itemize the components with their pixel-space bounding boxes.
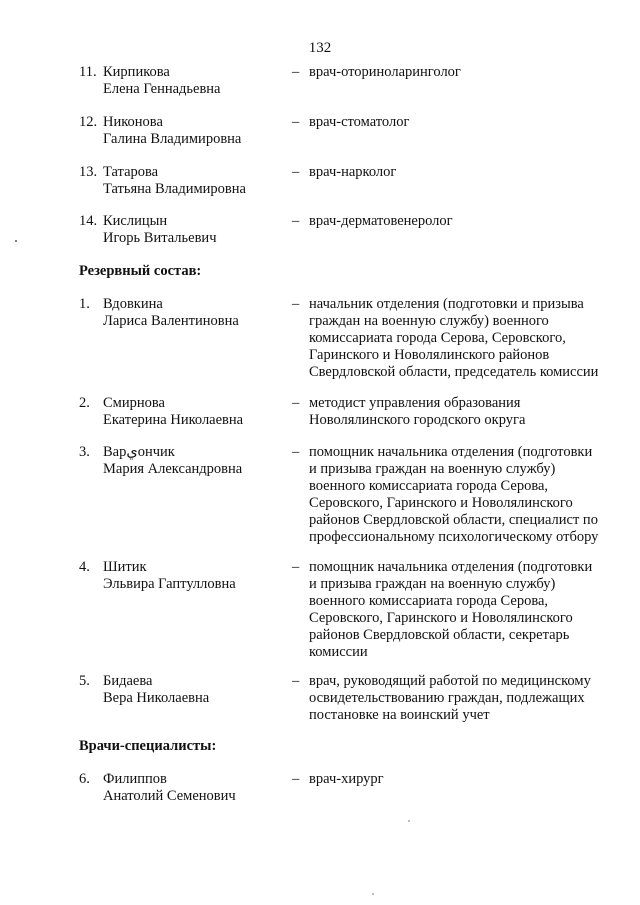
role-line: врач-хирург <box>309 771 384 787</box>
entry-number: 14. <box>79 213 98 229</box>
role-line: освидетельствованию граждан, подлежащих <box>309 690 585 706</box>
page-number: 132 <box>308 40 332 56</box>
role-line: районов Свердловской области, секретарь <box>309 627 570 643</box>
dash: – <box>292 395 300 411</box>
person-name <box>103 559 283 593</box>
person-name <box>103 395 283 429</box>
given-names: Игорь Витальевич <box>103 230 217 246</box>
entry-number: 1. <box>79 296 90 312</box>
reserve-heading: Резервный состав: <box>79 263 202 279</box>
entry-number: 11. <box>79 64 97 80</box>
person-name <box>103 213 283 247</box>
person-name <box>103 114 283 148</box>
surname: Бидаева <box>103 673 153 689</box>
dash: – <box>292 296 300 312</box>
scan-speck <box>372 893 374 895</box>
dash: – <box>292 64 300 80</box>
entry-number: 12. <box>79 114 98 130</box>
given-names: Екатерина Николаевна <box>103 412 244 428</box>
given-names: Анатолий Семенович <box>103 788 236 804</box>
person-name <box>103 673 283 707</box>
dash: – <box>292 213 300 229</box>
role-line: Гаринского и Новолялинского районов <box>309 347 550 363</box>
entry-number: 4. <box>79 559 90 575</box>
given-names: Вера Николаевна <box>103 690 210 706</box>
role-line: методист управления образования <box>309 395 521 411</box>
role <box>309 395 629 429</box>
surname: Татарова <box>103 164 159 180</box>
scan-speck <box>15 240 17 242</box>
role <box>309 296 629 381</box>
role-line: Новолялинского городского округа <box>309 412 526 428</box>
surname: Варيончик <box>103 444 175 460</box>
role-line: комиссии <box>309 644 368 660</box>
role-line: Серовского, Гаринского и Новолялинского <box>309 610 573 626</box>
role <box>309 673 629 724</box>
role-line: начальник отделения (подготовки и призыва <box>309 296 584 312</box>
surname: Кирпикова <box>103 64 170 80</box>
role-line: постановке на воинский учет <box>309 707 490 723</box>
dash: – <box>292 673 300 689</box>
role <box>309 559 629 661</box>
role-line: районов Свердловской области, специалист по <box>309 512 598 528</box>
role-line: и призыва граждан на военную службу) <box>309 461 556 477</box>
role-line: комиссариата города Серова, Серовского, <box>309 330 566 346</box>
entry-number: 2. <box>79 395 90 411</box>
person-name <box>103 296 283 330</box>
entry-number: 13. <box>79 164 98 180</box>
surname: Филиппов <box>103 771 167 787</box>
role-line: граждан на военную службу) военного <box>309 313 549 329</box>
role <box>309 444 629 546</box>
role-line: помощник начальника отделения (подготовки <box>309 444 593 460</box>
role <box>309 114 629 131</box>
role-line: врач-нарколог <box>309 164 397 180</box>
person-name <box>103 64 283 98</box>
surname: Шитик <box>103 559 147 575</box>
role <box>309 213 629 230</box>
person-name <box>103 771 283 805</box>
given-names: Татьяна Владимировна <box>103 181 246 197</box>
role <box>309 771 629 788</box>
role-line: профессиональному психологическому отбору <box>309 529 599 545</box>
role <box>309 164 629 181</box>
entry-number: 6. <box>79 771 90 787</box>
surname: Вдовкина <box>103 296 163 312</box>
dash: – <box>292 771 300 787</box>
given-names: Эльвира Гаптулловна <box>103 576 236 592</box>
role-line: военного комиссариата города Серова, <box>309 593 549 609</box>
dash: – <box>292 114 300 130</box>
role <box>309 64 629 81</box>
role-line: военного комиссариата города Серова, <box>309 478 549 494</box>
dash: – <box>292 559 300 575</box>
surname: Смирнова <box>103 395 165 411</box>
person-name <box>103 444 283 478</box>
role-line: помощник начальника отделения (подготовки <box>309 559 593 575</box>
surname: Кислицын <box>103 213 168 229</box>
surname: Никонова <box>103 114 163 130</box>
role-line: и призыва граждан на военную службу) <box>309 576 556 592</box>
person-name <box>103 164 283 198</box>
scan-speck <box>408 820 410 822</box>
role-line: Свердловской области, председатель комиссии <box>309 364 599 380</box>
given-names: Галина Владимировна <box>103 131 242 147</box>
given-names: Елена Геннадьевна <box>103 81 221 97</box>
given-names: Мария Александровна <box>103 461 243 477</box>
specialists-heading: Врачи-специалисты: <box>79 738 217 754</box>
role-line: врач-оториноларинголог <box>309 64 461 80</box>
given-names: Лариса Валентиновна <box>103 313 239 329</box>
role-line: врач-дерматовенеролог <box>309 213 453 229</box>
role-line: Серовского, Гаринского и Новолялинского <box>309 495 573 511</box>
dash: – <box>292 164 300 180</box>
entry-number: 5. <box>79 673 90 689</box>
entry-number: 3. <box>79 444 90 460</box>
role-line: врач-стоматолог <box>309 114 410 130</box>
role-line: врач, руководящий работой по медицинскому <box>309 673 591 689</box>
dash: – <box>292 444 300 460</box>
